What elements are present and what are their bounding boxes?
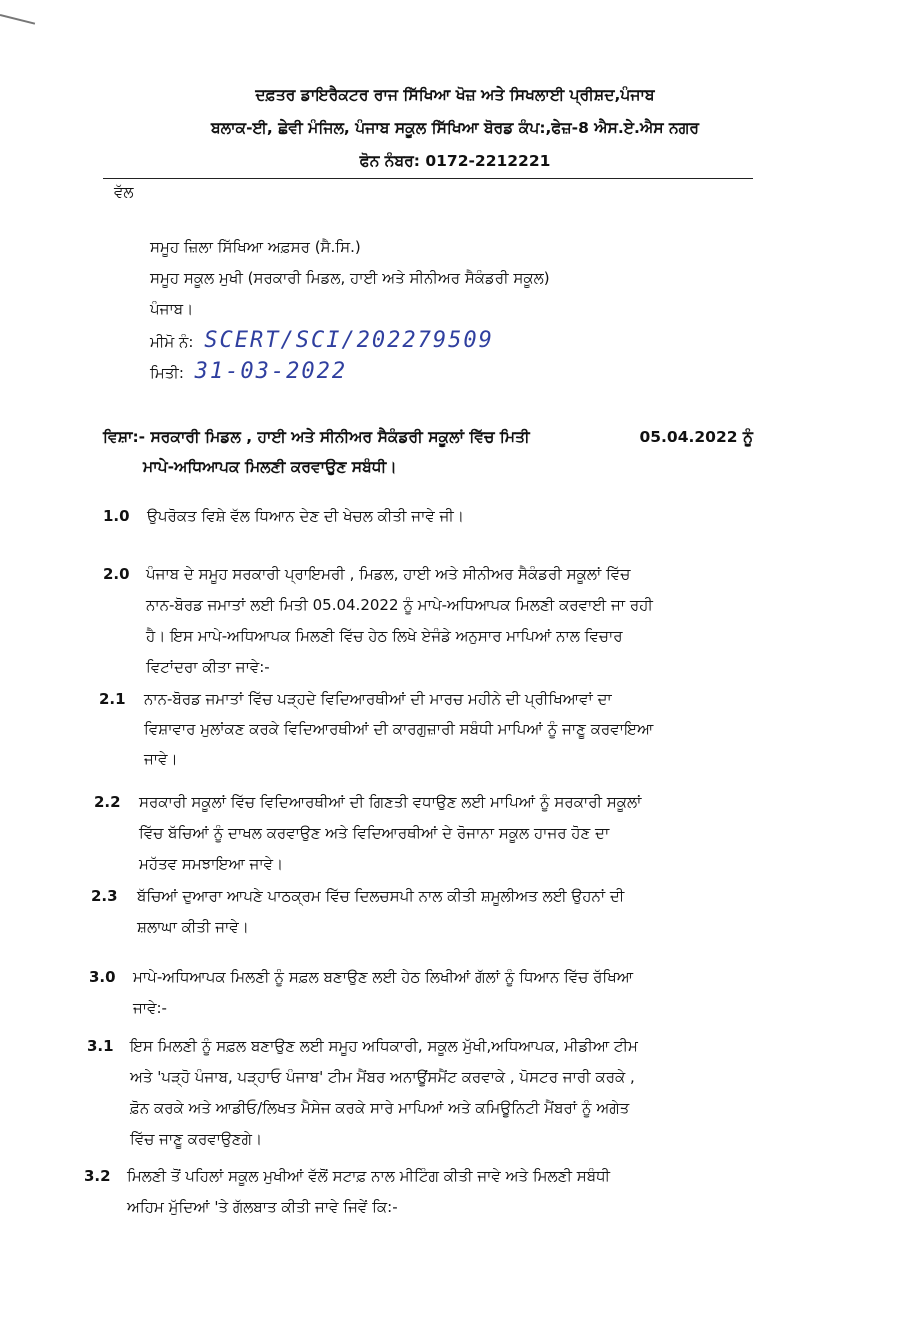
paragraph-line: ਵਿਸ਼ਾਵਾਰ ਮੁਲਾਂਕਣ ਕਰਕੇ ਵਿਦਿਆਰਥੀਆਂ ਦੀ ਕਾਰਗੁਜ਼ਾਰੀ ਸਬੰਧੀ ਮਾਪਿਆਂ ਨੂੰ ਜਾਣੂ ਕਰਵਾਇਆ: [144, 720, 654, 738]
paragraph-3-1: [87, 1031, 737, 1155]
scan-corner-mark: [0, 14, 35, 25]
paragraph-2-3: [91, 881, 731, 943]
subject-date: 05.04.2022 ਨੂੰ: [639, 428, 753, 446]
paragraph-line: ਸਰਕਾਰੀ ਸਕੂਲਾਂ ਵਿੱਚ ਵਿਦਿਆਰਥੀਆਂ ਦੀ ਗਿਣਤੀ ਵਧਾਉਣ ਲਈ ਮਾਪਿਆਂ ਨੂੰ ਸਰਕਾਰੀ ਸਕੂਲਾਂ: [139, 793, 642, 811]
paragraph-number: 2.2: [94, 793, 121, 811]
paragraph-line: ਮਹੱਤਵ ਸਮਝਾਇਆ ਜਾਵੇ।: [139, 855, 284, 873]
date-line: [150, 356, 550, 387]
paragraph-line: ਅਹਿਮ ਮੁੱਦਿਆਂ 'ਤੇ ਗੱਲਬਾਤ ਕੀਤੀ ਜਾਵੇ ਜਿਵੇਂ ਕਿ:-: [127, 1198, 398, 1216]
paragraph-3-2: [84, 1161, 734, 1223]
subject-line-1: ਵਿਸ਼ਾ:- ਸਰਕਾਰੀ ਮਿਡਲ , ਹਾਈ ਅਤੇ ਸੀਨੀਅਰ ਸੈਕੰਡਰੀ ਸਕੂਲਾਂ ਵਿੱਚ ਮਿਤੀ: [103, 428, 530, 446]
paragraph-number: 2.0: [103, 565, 130, 583]
paragraph-line: ਵਿੱਚ ਬੱਚਿਆਂ ਨੂੰ ਦਾਖਲ ਕਰਵਾਉਣ ਅਤੇ ਵਿਦਿਆਰਥੀਆਂ ਦੇ ਰੋਜਾਨਾ ਸਕੂਲ ਹਾਜਰ ਹੋਣ ਦਾ: [139, 824, 610, 842]
date-handwritten: 31-03-2022: [194, 359, 348, 384]
recipient-line: ਸਮੂਹ ਜ਼ਿਲਾ ਸਿੱਖਿਆ ਅਫ਼ਸਰ (ਸੈ.ਸਿ.): [150, 238, 361, 256]
paragraph-number: 2.3: [91, 887, 118, 905]
paragraph-2-0: [103, 559, 743, 683]
recipient-line: ਸਮੂਹ ਸਕੂਲ ਮੁਖੀ (ਸਰਕਾਰੀ ਮਿਡਲ, ਹਾਈ ਅਤੇ ਸੀਨੀਅਰ ਸੈਕੰਡਰੀ ਸਕੂਲ): [150, 269, 550, 287]
to-label: ਵੱਲ: [114, 183, 134, 201]
paragraph-line: ਹੈ। ਇਸ ਮਾਪੇ-ਅਧਿਆਪਕ ਮਿਲਣੀ ਵਿੱਚ ਹੇਠ ਲਿਖੇ ਏਜੰਡੇ ਅਨੁਸਾਰ ਮਾਪਿਆਂ ਨਾਲ ਵਿਚਾਰ: [146, 627, 623, 645]
letterhead: [0, 86, 910, 185]
paragraph-line: ਵਿੱਚ ਜਾਣੂ ਕਰਵਾਉਣਗੇ।: [130, 1130, 263, 1148]
paragraph-line: ਅਤੇ 'ਪੜ੍ਹੋ ਪੰਜਾਬ, ਪੜ੍ਹਾਓ ਪੰਜਾਬ' ਟੀਮ ਮੈਂਬਰ ਅਨਾਊਂਸਮੈਂਟ ਕਰਵਾਕੇ , ਪੋਸਟਰ ਜਾਰੀ ਕਰਕੇ ,: [130, 1068, 635, 1086]
paragraph-number: 3.2: [84, 1167, 111, 1185]
paragraph-line: ਜਾਵੇ।: [144, 750, 178, 768]
paragraph-line: ਸ਼ਲਾਘਾ ਕੀਤੀ ਜਾਵੇ।: [137, 918, 249, 936]
paragraph-line: ਨਾਨ-ਬੋਰਡ ਜਮਾਤਾਂ ਲਈ ਮਿਤੀ 05.04.2022 ਨੂੰ ਮਾਪੇ-ਅਧਿਆਪਕ ਮਿਲਣੀ ਕਰਵਾਈ ਜਾ ਰਹੀ: [146, 596, 653, 614]
paragraph-number: 3.0: [89, 968, 116, 986]
paragraph-line: ਇਸ ਮਿਲਣੀ ਨੂੰ ਸਫ਼ਲ ਬਣਾਉਣ ਲਈ ਸਮੂਹ ਅਧਿਕਾਰੀ, ਸਕੂਲ ਮੁੱਖੀ,ਅਧਿਆਪਕ, ਮੀਡੀਆ ਟੀਮ: [130, 1037, 638, 1055]
paragraph-line: ਫ਼ੋਨ ਕਰਕੇ ਅਤੇ ਆਡੀਓ/ਲਿਖਤ ਮੈਸੇਜ ਕਰਕੇ ਸਾਰੇ ਮਾਪਿਆਂ ਅਤੇ ਕਮਿਊਨਿਟੀ ਮੈਂਬਰਾਂ ਨੂੰ ਅਗੇਤ: [130, 1099, 630, 1117]
paragraph-line: ਮਿਲਣੀ ਤੋਂ ਪਹਿਲਾਂ ਸਕੂਲ ਮੁਖੀਆਂ ਵੱਲੋਂ ਸਟਾਫ਼ ਨਾਲ ਮੀਟਿੰਗ ਕੀਤੀ ਜਾਵੇ ਅਤੇ ਮਿਲਣੀ ਸਬੰਧੀ: [127, 1167, 611, 1185]
paragraph-line: ਨਾਨ-ਬੋਰਡ ਜਮਾਤਾਂ ਵਿੱਚ ਪੜ੍ਹਦੇ ਵਿਦਿਆਰਥੀਆਂ ਦੀ ਮਾਰਚ ਮਹੀਨੇ ਦੀ ਪ੍ਰੀਖਿਆਵਾਂ ਦਾ: [144, 690, 612, 708]
office-phone: ਫੋਨ ਨੰਬਰ: 0172-2212221: [359, 152, 551, 170]
paragraph-line: ਮਾਪੇ-ਅਧਿਆਪਕ ਮਿਲਣੀ ਨੂੰ ਸਫ਼ਲ ਬਣਾਉਣ ਲਈ ਹੇਠ ਲਿਖੀਆਂ ਗੱਲਾਂ ਨੂੰ ਧਿਆਨ ਵਿੱਚ ਰੱਖਿਆ: [133, 968, 634, 986]
paragraph-number: 1.0: [103, 507, 130, 525]
paragraph-line: ਵਿਟਾਂਦਰਾ ਕੀਤਾ ਜਾਵੇ:-: [146, 658, 270, 676]
header-divider: [103, 178, 753, 179]
paragraph-2-2: [94, 787, 734, 880]
paragraph-3-0: [89, 962, 729, 1024]
office-name: ਦਫ਼ਤਰ ਡਾਇਰੈਕਟਰ ਰਾਜ ਸਿੱਖਿਆ ਖੋਜ਼ ਅਤੇ ਸਿਖਲਾਈ ਪ੍ਰੀਸ਼ਦ,ਪੰਜਾਬ: [255, 86, 655, 104]
office-address: ਬਲਾਕ-ਈ, ਛੇਵੀ ਮੰਜਿਲ, ਪੰਜਾਬ ਸਕੂਲ ਸਿੱਖਿਆ ਬੋਰਡ ਕੰਪ:,ਫੇਜ਼-8 ਐਸ.ਏ.ਐਸ ਨਗਰ: [210, 119, 700, 137]
paragraph-2-1: [99, 684, 739, 774]
paragraph-line: ਪੰਜਾਬ ਦੇ ਸਮੂਹ ਸਰਕਾਰੀ ਪ੍ਰਾਇਮਰੀ , ਮਿਡਲ, ਹਾਈ ਅਤੇ ਸੀਨੀਅਰ ਸੈਕੰਡਰੀ ਸਕੂਲਾਂ ਵਿੱਚ: [146, 565, 631, 583]
memo-line: [150, 325, 550, 356]
paragraph-line: ਜਾਵੇ:-: [133, 999, 167, 1017]
paragraph-number: 2.1: [99, 690, 126, 708]
paragraph-1-0: [103, 502, 743, 530]
memo-number-handwritten: SCERT/SCI/202279509: [204, 328, 494, 353]
paragraph-number: 3.1: [87, 1037, 114, 1055]
memo-label: ਮੀਮੋ ਨੰ:: [150, 333, 194, 351]
paragraph-line: ਬੱਚਿਆਂ ਦੁਆਰਾ ਆਪਣੇ ਪਾਠਕ੍ਰਮ ਵਿੱਚ ਦਿਲਚਸਪੀ ਨਾਲ ਕੀਤੀ ਸ਼ਮੂਲੀਅਤ ਲਈ ਉਹਨਾਂ ਦੀ: [137, 887, 625, 905]
recipient-block: [150, 232, 550, 387]
recipient-line: ਪੰਜਾਬ।: [150, 300, 194, 318]
subject-line-2: ਮਾਪੇ-ਅਧਿਆਪਕ ਮਿਲਣੀ ਕਰਵਾਉਣ ਸਬੰਧੀ।: [143, 458, 397, 476]
subject-block: [103, 422, 753, 482]
paragraph-line: ਉਪਰੋਕਤ ਵਿਸ਼ੇ ਵੱਲ ਧਿਆਨ ਦੇਣ ਦੀ ਖੇਚਲ ਕੀਤੀ ਜਾਵੇ ਜੀ।: [147, 507, 464, 525]
date-label: ਮਿਤੀ:: [150, 364, 184, 382]
